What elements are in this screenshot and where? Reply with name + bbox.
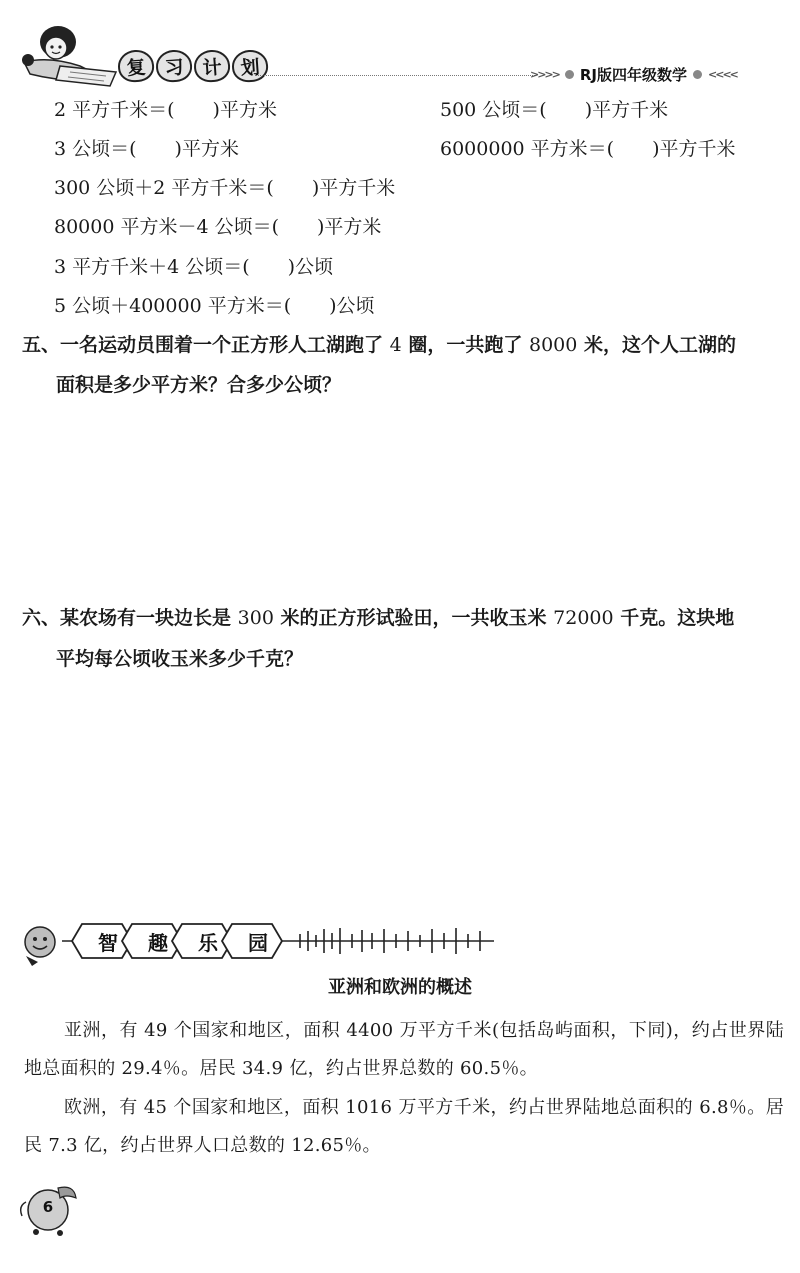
blank-item: 3 公顷＝( )平方米: [54, 138, 239, 160]
blank-item: 500 公顷＝( )平方千米: [440, 99, 669, 121]
q5-text-c: 米，这个人工湖的: [583, 334, 736, 356]
blank-item: 3 平方千米＋4 公顷＝( )公顷: [54, 256, 334, 278]
chevron-left-icon: <<<<: [708, 68, 737, 81]
question-6-line-2: 平均每公顷收玉米多少千克？: [56, 648, 304, 670]
header-title-char: 复: [117, 49, 155, 83]
fun-garden-banner: [62, 922, 494, 960]
dot-icon: [693, 70, 702, 79]
header-rule: [255, 75, 535, 76]
q5-text-b: 圈，一共跑了: [408, 334, 523, 356]
header-title-char: 计: [193, 49, 231, 83]
q6-number-side: 300: [237, 607, 274, 629]
q5-number-distance: 8000: [529, 334, 578, 356]
header-title: [118, 50, 268, 78]
question-5-line-2: 面积是多少平方米？合多少公顷？: [56, 374, 342, 396]
header-title-char: 划: [231, 49, 269, 83]
smiley-face-icon: [20, 922, 66, 968]
dot-icon: [565, 70, 574, 79]
article-title: 亚洲和欧洲的概述: [328, 977, 472, 998]
blank-item: 2 平方千米＝( )平方米: [54, 99, 277, 121]
chevron-right-icon: >>>>: [530, 68, 559, 81]
edition-label: RJ版四年级数学: [579, 66, 688, 84]
fun-garden-char: 园: [248, 930, 268, 955]
q6-text-b: 米的正方形试验田，一共收玉米: [280, 607, 547, 629]
q5-number-laps: 4: [389, 334, 402, 356]
blank-item: 80000 平方米－4 公顷＝( )平方米: [54, 216, 382, 238]
header-title-char: 习: [155, 49, 193, 83]
article-paragraph-europe: 欧洲，有 45 个国家和地区，面积 1016 万平方千米，约占世界陆地总面积的 6.8％。居民 7.3 亿，约占世界人口总数的 12.65％。: [24, 1097, 784, 1156]
header-edition-tag: [530, 64, 737, 85]
blank-item: 300 公顷＋2 平方千米＝( )平方千米: [54, 177, 396, 199]
article-paragraph-asia: 亚洲，有 49 个国家和地区，面积 4400 万平方千米(包括岛屿面积，下同)，约占世界陆地总面积的 29.4％。居民 34.9 亿，约占世界总数的 60.5％。: [24, 1020, 784, 1079]
fun-garden-char: 智: [98, 930, 118, 955]
q5-text-a: 五、一名运动员围着一个正方形人工湖跑了: [22, 334, 384, 356]
q6-number-harvest: 72000: [553, 607, 614, 629]
question-6-line-1: [22, 606, 734, 630]
fun-garden-char: 乐: [198, 930, 218, 955]
blank-item: 5 公顷＋400000 平方米＝( )公顷: [54, 295, 375, 317]
blank-item: 6000000 平方米＝( )平方千米: [440, 138, 736, 160]
fun-garden-char: 趣: [148, 930, 168, 955]
question-5-line-1: [22, 333, 736, 357]
q6-text-c: 千克。这块地: [620, 607, 735, 629]
q6-text-a: 六、某农场有一块边长是: [22, 607, 232, 629]
page-number: 6: [42, 1198, 54, 1216]
girl-reading-icon: [20, 22, 130, 92]
